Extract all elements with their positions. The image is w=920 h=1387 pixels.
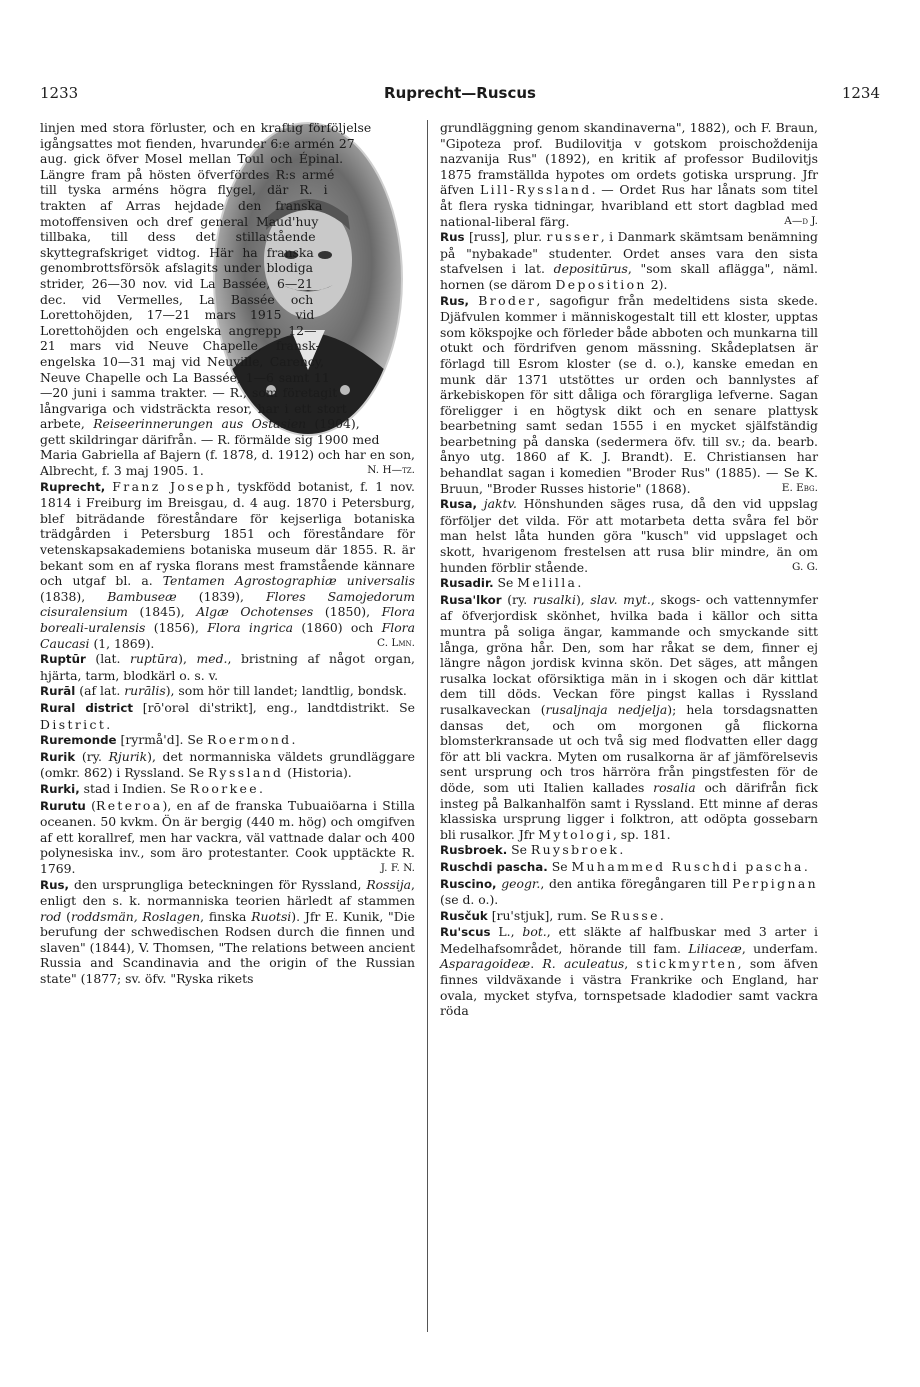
right-column [440,120,818,1019]
entry-rurki: Rurki, stad i Indien. Se Roorkee. [40,780,263,796]
headword: Rusadir. [440,576,494,591]
entry-ruscuk: Rusčuk [ru'stjuk], rum. Se Russe. [440,907,664,923]
author-signature: N. H—tz. [367,464,415,477]
entry-rural: Rurāl (af lat. rurālis), som hör till landet; landtlig, bondsk. [40,683,407,699]
author-signature: J. F. N. [380,861,415,874]
headword: Ruptūr [40,652,86,667]
headword: Rus, [40,877,69,892]
author-signature: C. Lmn. [377,636,415,649]
entry-rurutu: Rurutu (Reteroa), en af de franska Tubuaiöarna i Stilla oceanen. 50 kvkm. Ön är bergig (440 m. hög) och omgifven af ett korallref, men har vackra, väl vattnade dalar och 400 polynesiska inv., som äro protestanter. Cook upptäckte R. 1769. J. F. N. [40,797,415,876]
headword: Rus, [440,293,469,308]
headword: Ruscino, [440,876,497,891]
headword: Rurutu [40,798,86,813]
headword: Rusčuk [440,908,488,923]
left-column [40,120,415,987]
headword: Ruschdi pascha. [440,859,548,874]
headword: Rurki, [40,781,80,796]
entry-ruprecht-continued: linjen med stora förluster, och en kraftig förföljelse igångsattes mot fienden, hvarunder 6:e armén 27 aug. gick öfver Mosel mellan Toul och Épinal. Längre fram på hösten öfverfördes R:s armé till tyska arméns högra flygel, där R. i trakten af Arras hejdade den franska motoffensiven och dref general Maud'huy tillbaka, till dess det stillastående skyttegrafskriget vidtog. Här ha franska genombrottsförsök afslagits under blodiga strider, 26—30 nov. vid La Bassée, 6—21 dec. vid Vermelles, La Bassée och Lorettohöjden, 17—21 mars 1915 vid Lorettohöjden och engelska angrepp 12—21 mars vid Neuve Chapelle, fransk-engelska 10—31 maj vid Neuville, Carency, Neuve Chapelle och La Bassée, 1—6 samt 11—20 juni i samma trakter. — R., som företagit långvariga och vidsträckta resor, har i ett stort arbete, Reiseerinnerungen aus Ostasien (1904), gett skildringar därifrån. — R. förmälde sig 1900 med Maria Gabriella af Bajern (f. 1878, d. 1912) och har en son, Albrecht, f. 3 maj 1905. 1. N. H—tz. [40,120,415,479]
author-signature: E. Ebg. [781,481,818,494]
left-page-number: 1233 [40,84,79,102]
entry-ruschdi-pascha: Ruschdi pascha. Se Muhammed Ruschdi pascha. [440,858,808,874]
entry-ruprecht-franz-joseph: Ruprecht, Franz Joseph, tyskfödd botanist, f. 1 nov. 1814 i Freiburg im Breisgau, d. 4 aug. 1870 i Petersburg, blef biträdande föreståndare för kejserliga botaniska trädgården i Petersburg 1851 och föreståndare för vetenskapsakademiens botaniska museum där 1855. R. är bekant som en af ryska florans mest framstående kännare och utgaf bl. a. Tentamen Agrostographiæ universalis (1838), Bambuseæ (1839), Flores Samojedorum cisuralensium (1845), Algæ Ochotenses (1850), Flora boreali-uralensis (1856), Flora ingrica (1860) och Flora Caucasi (1, 1869). C. Lmn. [40,478,415,651]
entry-rusa: Rusa, jaktv. Hönshunden säges rusa, då den vid uppslag förföljer det vilda. För att motarbeta detta svåra fel bör man helst låta hunden göra "kusch" vid uppslaget och skott, hvarigenom frestelsen att rusa blir mindre, än om hunden förblir stående. G. G. [440,496,818,575]
column-divider [427,120,428,1332]
entry-rusalkor: Rusa'lkor (ry. rusalki), slav. myt., skogs- och vattennymfer af öfverjordisk skönhet, hvilka bada i källor och sitta muntra på soliga ängar, kammande och smyckande sitt långa, gröna hår. Den, som har råkat se dem, finner ej längre någon jordisk kvinna skön. Det säges, att mången rusalka lockat oförsiktiga män in i skogen och där kittlat dem till döds. Veckan före pingst kallas i Ryssland rusalkaveckan (rusaljnaja nedjelja); hela torsdagsnatten dansas det, och om morgonen gå flickorna blomsterkransade ut och två sig med flodvatten eller dagg för att bli vackra. Myten om rusalkorna är af jämförelsevis sent ursprung och tros härröra från pingstfesten för de döde, som uti Italien kallades rosalia och därifrån fick insteg på Balkanhalfön samt i Ryssland. Ett minne af deras klassiska ursprung ligger i folktron, att odöpta gossebarn bli rusalkor. Jfr Mytologi, sp. 181. [440,591,818,842]
entry-rus-russ: Rus [russ], plur. russer, i Danmark skämtsam benämning på "nybakade" studenter. Ordet anses vara den sista stafvelsen i lat. depositūrus, "som skall aflägga", näml. hornen (se därom Deposition 2). [440,229,819,292]
headword: Rurāl [40,684,76,699]
entry-rusadir: Rusadir. Se Melilla. [440,575,582,591]
headword: Ruprecht, [40,479,106,494]
entry-ruptur: Ruptūr (lat. ruptūra), med., bristning af något organ, hjärta, tarm, blodkärl o. s. v. [40,651,415,683]
headword: Rusa'lkor [440,592,502,607]
entry-rusbroek: Rusbroek. Se Ruysbroek. [440,842,624,858]
right-page-number: 1234 [841,84,880,102]
entry-ruscino: Ruscino, geogr., den antika föregångaren till Perpignan (se d. o.). [440,875,818,908]
entry-rus: Rus, den ursprungliga beteckningen för Ryssland, Rossija, enligt den s. k. normanniska teorien härledt af stammen rod (roddsmän, Roslagen, finska Ruotsi). Jfr E. Kunik, "Die berufung der schwedischen Rodsen durch die finnen und slaven" (1844), V. Thomsen, "The relations between ancient Russia and Scandinavia and the origin of the Russian state" (1877; sv. öfv. "Ryska rikets [40,876,415,987]
entry-rurik: Rurik (ry. Rjurik), det normanniska väldets grundläggare (omkr. 862) i Ryssland. Se Ryssland (Historia). [40,748,415,781]
page-header [40,84,880,106]
entry-ruscus: Ru'scus L., bot., ett släkte af halfbuskar med 3 arter i Medelhafsområdet, hörande till fam. Liliaceæ, underfam. Asparagoideæ. R. aculeatus, stickmyrten, som äfven finnes vildväxande i västra Frankrike och England, har ovala, mycket styfva, tornspetsade kladodier samt vackra röda [440,924,818,1019]
author-signature: G. G. [791,560,818,573]
entry-rus-continued: grundläggning genom skandinaverna", 1882), och F. Braun, "Gipoteza prof. Budilovitja v gotskom proischoždenija nazvanija Rus" (1892), en kritik af professor Budilovitjs 1875 framställda hypotes om ordets gotiska ursprung. Jfr äfven Lill-Ryssland. — Ordet Rus har lånats som titel åt flera ryska tidningar, hvaribland ett stort dagblad med national-liberal färg. A—d J. [440,120,818,229]
entry-ruremonde: Ruremonde [ryrmå'd]. Se Roermond. [40,732,296,748]
entry-rus-broder: Rus, Broder, sagofigur från medeltidens sista skede. Djäfvulen kommer i människogestalt till ett kloster, upptas som kökspojke och förleder både abboten och munkarna till otukt och fördrifven genom mässning. Skådeplatsen är förlagd till Esrom kloster (se d. o.), kanske emedan en munk där 1371 utstöttes ur orden och bannlystes af ärkebiskopen för sitt dåliga och förargliga lefverne. Sagan föreligger i en högtysk dikt och en senare plattysk bearbetning samt sedan 1555 i en mycket själfständig bearbetning på danska (sedermera öfv. till sv.; da. bearb. ånyo utg. 1860 af K. J. Brandt). E. Christiansen har behandlat sagan i komedien "Broder Rus" (1885). — Se K. Bruun, "Broder Russes historie" (1868). E. Ebg. [440,292,818,496]
headword: Rurik [40,749,76,764]
headword: Rus [440,230,465,245]
headword: Ruremonde [40,733,117,748]
headword: Rural district [40,700,133,715]
author-signature: A—d J. [784,214,818,227]
running-title: Ruprecht—Ruscus [384,84,536,102]
headword: Rusa, [440,497,477,512]
headword: Ru'scus [440,925,491,940]
entry-rural-district: Rural district [rō'orəl di'strikt], eng., landtdistrikt. Se District. [40,699,415,732]
headword: Rusbroek. [440,843,508,858]
